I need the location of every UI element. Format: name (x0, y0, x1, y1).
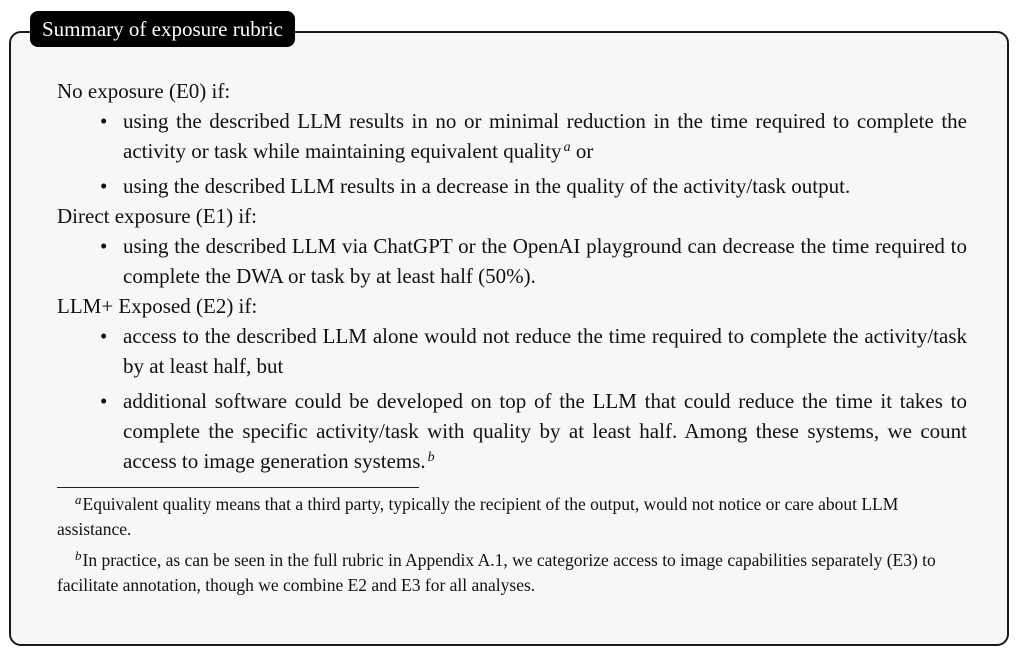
list-item (123, 106, 967, 166)
footnote-divider (57, 487, 419, 488)
criteria-list-e1 (57, 231, 967, 291)
footnote-b (57, 548, 967, 598)
list-item-text: additional software could be developed on top of the LLM that could reduce the time it takes to complete the specific activity/task with quality by at least half. Among these systems, we count access to image generation systems. (123, 389, 967, 473)
footnote-text: In practice, as can be seen in the full rubric in Appendix A.1, we categorize access to image capabilities separately (E3) to facilitate annotation, though we combine E2 and E3 for all analyses. (57, 550, 936, 595)
section-heading-e1: Direct exposure (E1) if: (57, 204, 258, 228)
footnote-ref-b: b (427, 450, 435, 465)
footnote-a (57, 492, 967, 542)
section-e2 (57, 291, 967, 476)
footnote-ref-a: a (563, 140, 571, 155)
list-item-text: using the described LLM via ChatGPT or the OpenAI playground can decrease the time required to complete the DWA or task by at least half (50%). (123, 234, 967, 288)
rubric-content (57, 76, 967, 476)
criteria-list-e2 (57, 321, 967, 476)
list-item (123, 231, 967, 291)
footnote-mark: a (75, 492, 82, 507)
section-heading-e2: LLM+ Exposed (E2) if: (57, 294, 258, 318)
list-item (123, 386, 967, 476)
list-item-tail: or (570, 139, 594, 163)
list-item (123, 321, 967, 381)
section-e0 (57, 76, 967, 201)
footnote-text: Equivalent quality means that a third party, typically the recipient of the output, would not notice or care about LLM assistance. (57, 494, 899, 539)
list-item-text: using the described LLM results in no or minimal reduction in the time required to complete the activity or task while maintaining equivalent quality (123, 109, 967, 163)
criteria-list-e0 (57, 106, 967, 201)
box-title: Summary of exposure rubric (30, 11, 295, 47)
footnotes (57, 492, 967, 598)
section-heading-e0: No exposure (E0) if: (57, 79, 231, 103)
footnote-mark: b (75, 548, 82, 563)
section-e1 (57, 201, 967, 291)
list-item (123, 171, 967, 201)
list-item-text: using the described LLM results in a decrease in the quality of the activity/task output. (123, 174, 851, 198)
list-item-text: access to the described LLM alone would not reduce the time required to complete the activity/task by at least half, but (123, 324, 967, 378)
